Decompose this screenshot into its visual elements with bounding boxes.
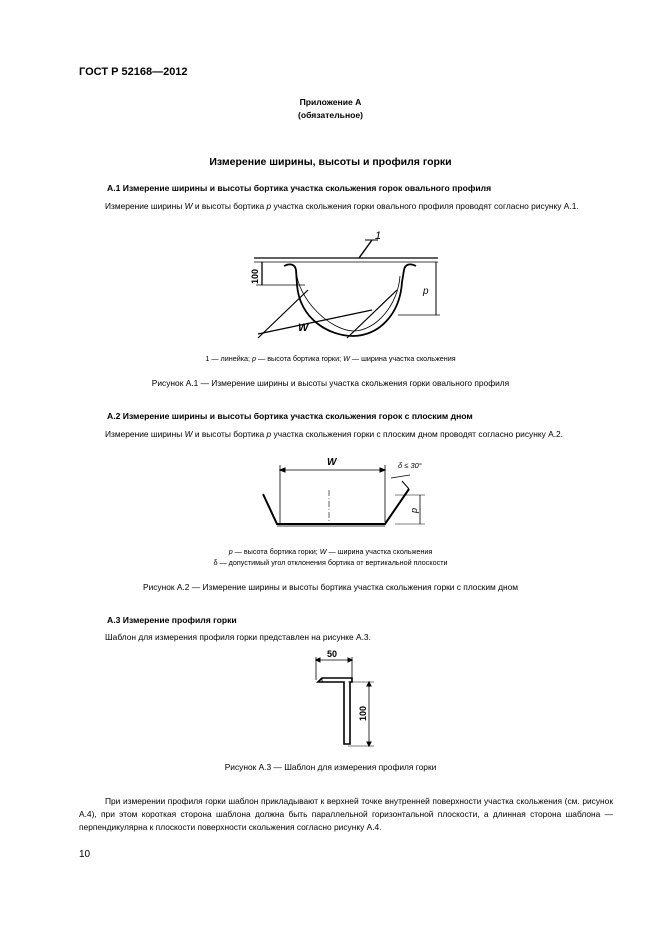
section-a3-final-paragraph: При измерении профиля горки шаблон прикладывают к верхней точке внутренней поверхности участка скольжения (см. рисунок А.4), при этом короткая сторона шаблона должна быть параллельной горизонтальной плоскости, а длинная сторона шаблона — перпендикулярна к плоскости поверхности скольжения согласно рисунку А.4. [79, 796, 613, 832]
figure-a1-label-1: 1 [375, 230, 382, 242]
document-code: ГОСТ Р 52168—2012 [79, 66, 188, 78]
section-a3-intro: Шаблон для измерения профиля горки представлен на рисунке А.3. [105, 632, 371, 642]
figure-a1-label-100: 100 [250, 268, 260, 284]
page-number: 10 [79, 849, 91, 860]
section-a1-heading: А.1 Измерение ширины и высоты бортика участка скольжения горок овального профиля [107, 183, 492, 193]
appendix-status: (обязательное) [297, 110, 364, 120]
figure-a2-label-w: W [327, 457, 337, 468]
figure-a1-label-w: W [298, 322, 309, 334]
section-a2-paragraph: Измерение ширины W и высоты бортика p участка скольжения горки с плоским дном проводят согласно рисунку А.2. [105, 429, 564, 439]
page-title: Измерение ширины, высоты и профиля горки [209, 156, 452, 168]
figure-a1-caption: Рисунок А.1 — Измерение ширины и высоты участка скольжения горки овального профиля [151, 378, 510, 388]
figure-a3-label-50: 50 [327, 649, 338, 659]
section-a3-heading: А.3 Измерение профиля горки [107, 615, 237, 625]
figure-a2-label-p: p [409, 507, 419, 513]
figure-a3-caption: Рисунок А.3 — Шаблон для измерения профиля горки [224, 762, 437, 772]
figure-a1-label-p: p [423, 286, 429, 297]
appendix-title: Приложение А [299, 97, 362, 107]
figure-a2-legend-line1: p — высота бортика горки; W — ширина участка скольжения [228, 547, 433, 556]
figure-a1-legend: 1 — линейка; p — высота бортика горки; W — ширина участка скольжения [205, 354, 456, 363]
figure-a2-legend-line2: δ — допустимый угол отклонения бортика от вертикальной плоскости [213, 558, 448, 567]
figure-a2-label-angle: δ ≤ 30° [398, 461, 422, 470]
figure-a3-label-100: 100 [358, 705, 368, 721]
figure-a2-caption: Рисунок А.2 — Измерение ширины и высоты бортика участка скольжения горки с плоским дном [142, 582, 519, 592]
template-shape [318, 678, 352, 744]
section-a1-paragraph: Измерение ширины W и высоты бортика p участка скольжения горки овального профиля проводят согласно рисунку А.1. [105, 201, 579, 211]
section-a2-heading: А.2 Измерение ширины и высоты бортика участка скольжения горок с плоским дном [107, 411, 473, 421]
